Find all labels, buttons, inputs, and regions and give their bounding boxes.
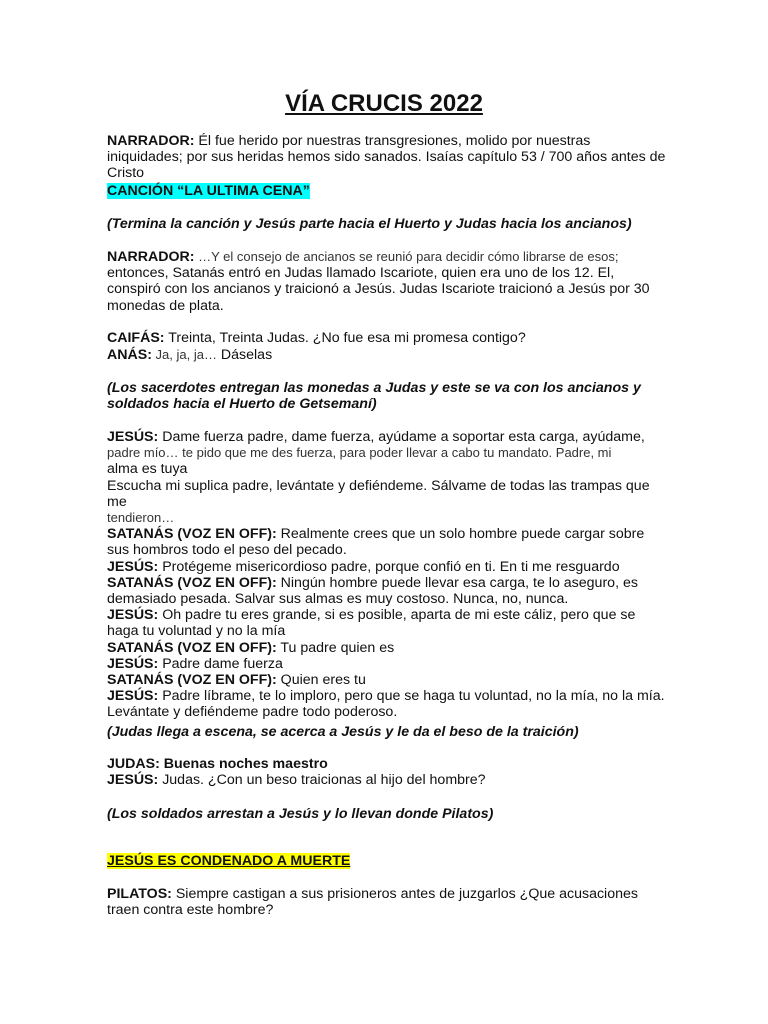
dialogue-text: Ningún hombre puede llevar esa carga, te lo aseguro, es demasiado pesada. Salvar sus almas es muy costoso. Nunca, no, nunca. bbox=[107, 574, 638, 608]
dialogue-text: Él fue herido por nuestras transgresiones, molido por nuestras iniquidades; por sus heridas hemos sido sanados. Isaías capítulo 53 / 700 años antes de Cristo bbox=[107, 133, 666, 182]
satanas-line-4 bbox=[107, 672, 667, 688]
satanas-line-3 bbox=[107, 640, 667, 656]
speaker-label: SATANÁS (VOZ EN OFF): bbox=[107, 639, 277, 656]
jesus-line-6 bbox=[107, 772, 667, 788]
speaker-label: SATANÁS (VOZ EN OFF): bbox=[107, 526, 277, 543]
speaker-label: CAIFÁS: bbox=[107, 330, 165, 346]
dialogue-text: Protégeme misericordioso padre, porque confió en ti. En ti me resguardo bbox=[158, 558, 620, 575]
speaker-line-bold: JUDAS: Buenas noches maestro bbox=[107, 756, 328, 772]
station-highlight: JESÚS ES CONDENADO A MUERTE bbox=[107, 853, 351, 869]
judas-line bbox=[107, 756, 667, 788]
document-title: VÍA CRUCIS 2022 bbox=[285, 90, 483, 117]
dialogue-text-light: …Y el consejo de ancianos se reunió para decidir cómo librarse de esos; bbox=[194, 249, 619, 264]
dialogue-text: Padre líbrame, te lo imploro, pero que se haga tu voluntad, no la mía, no la mía. Levántate y defiéndeme padre todo poderoso. bbox=[107, 688, 665, 721]
dialogue-text: Realmente crees que un solo hombre puede cargar sobre sus hombros todo el peso del pecado. bbox=[107, 526, 645, 559]
jesus-line-3 bbox=[107, 607, 667, 639]
speaker-label: NARRADOR: bbox=[107, 249, 195, 265]
song-heading bbox=[107, 183, 667, 199]
speaker-label: ANÁS: bbox=[107, 347, 152, 363]
speaker-label: SATANÁS (VOZ EN OFF): bbox=[107, 574, 277, 591]
speaker-label: JESÚS: bbox=[107, 607, 159, 624]
speaker-label: JESÚS: bbox=[107, 655, 159, 672]
anas-line bbox=[107, 347, 667, 363]
dialogue-text-light: padre mío… te pido que me des fuerza, para poder llevar a cabo tu mandato. Padre, mi bbox=[107, 445, 612, 461]
speaker-label: JESÚS: bbox=[107, 688, 159, 705]
dialogue-text: Oh padre tu eres grande, si es posible, aparta de mi este cáliz, pero que se haga tu voluntad y no la mía bbox=[107, 607, 636, 640]
stage-direction-2: (Los sacerdotes entregan las monedas a Judas y este se va con los ancianos y soldados hacia el Huerto de Getsemaní) bbox=[107, 380, 641, 413]
dialogue-text: entonces, Satanás entró en Judas llamado Iscariote, quien era uno de los 12. El, conspiró con los ancianos y traicionó a Jesús. Judas Iscariote traicionó a Jesús por 30 monedas de plata. bbox=[107, 265, 650, 314]
speaker-label: JESÚS: bbox=[107, 558, 159, 575]
narrator-paragraph-2 bbox=[107, 249, 667, 314]
dialogue-text: Judas. ¿Con un beso traicionas al hijo del hombre? bbox=[158, 772, 486, 789]
dialogue-text: Treinta, Treinta Judas. ¿No fue esa mi promesa contigo? bbox=[164, 330, 526, 346]
jesus-line-5 bbox=[107, 688, 667, 720]
stage-direction-1: (Termina la canción y Jesús parte hacia el Huerto y Judas hacia los ancianos) bbox=[107, 216, 632, 232]
speaker-label: PILATOS: bbox=[107, 886, 172, 902]
speaker-label: JESÚS: bbox=[107, 429, 159, 445]
dialogue-text-light: tendieron… bbox=[107, 510, 175, 526]
dialogue-text-light: Ja, ja, ja… bbox=[151, 347, 217, 362]
dialogue-text: Quien eres tu bbox=[276, 672, 366, 689]
station-heading bbox=[107, 853, 667, 869]
speaker-label: NARRADOR: bbox=[107, 133, 195, 149]
dialogue-text: Dame fuerza padre, dame fuerza, ayúdame a soportar esta carga, ayúdame, bbox=[158, 429, 645, 445]
song-highlight: CANCIÓN “LA ULTIMA CENA” bbox=[107, 183, 310, 199]
dialogue-text: Tu padre quien es bbox=[276, 639, 395, 656]
pilatos-line bbox=[107, 886, 667, 918]
jesus-line-4 bbox=[107, 656, 667, 672]
garden-dialogue bbox=[107, 429, 667, 721]
jesus-line-1 bbox=[107, 429, 667, 445]
stage-direction-3: (Judas llega a escena, se acerca a Jesús y le da el beso de la traición) bbox=[107, 724, 579, 740]
speaker-label: SATANÁS (VOZ EN OFF): bbox=[107, 672, 277, 689]
satanas-line-1 bbox=[107, 526, 667, 558]
dialogue-text: Padre dame fuerza bbox=[158, 655, 283, 672]
caifas-line bbox=[107, 330, 667, 346]
dialogue-text: Siempre castigan a sus prisioneros antes de juzgarlos ¿Que acusaciones traen contra este hombre? bbox=[107, 886, 638, 919]
speaker-label: JESÚS: bbox=[107, 772, 159, 789]
satanas-line-2 bbox=[107, 575, 667, 607]
stage-direction-4: (Los soldados arrestan a Jesús y lo llevan donde Pilatos) bbox=[107, 806, 494, 822]
narrator-paragraph-1 bbox=[107, 133, 667, 182]
dialogue-text: Escucha mi suplica padre, levántate y defiéndeme. Sálvame de todas las trampas que me bbox=[107, 477, 650, 510]
jesus-line-2 bbox=[107, 559, 667, 575]
dialogue-text: alma es tuya bbox=[107, 461, 188, 478]
dialogue-text: Dáselas bbox=[216, 347, 273, 363]
